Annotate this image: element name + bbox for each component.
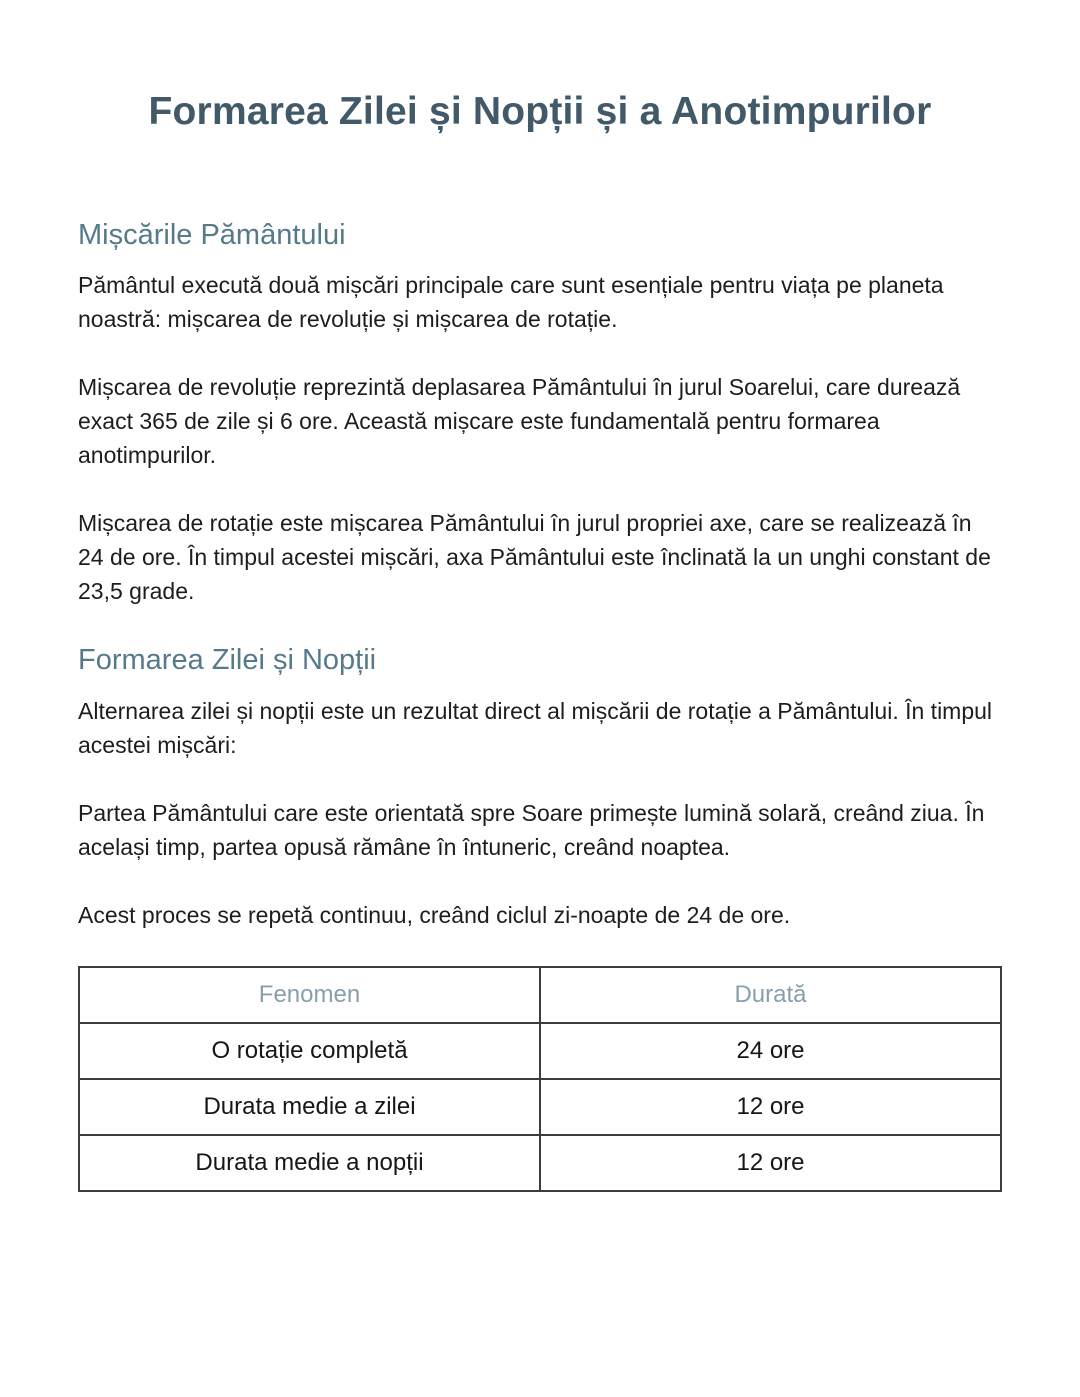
table-row [79,1023,1001,1079]
phenomenon-duration-table [78,966,1002,1192]
paragraph: Mișcarea de rotație este mișcarea Pământului în jurul propriei axe, care se realizează în 24 de ore. În timpul acestei mișcări, axa Pământului este înclinată la un unghi constant de 23,5 grade. [78,510,991,605]
paragraph: Partea Pământului care este orientată spre Soare primește lumină solară, creând ziua. În același timp, partea opusă rămâne în întuneric, creând noaptea. [78,800,985,861]
section-heading-earth-movements: Mișcările Pământului [78,218,346,251]
table-cell: Durata medie a zilei [79,1079,540,1135]
table-cell: 12 ore [540,1079,1001,1135]
table-cell: 12 ore [540,1135,1001,1191]
table-header-cell-duration: Durată [540,967,1001,1023]
paragraph: Pământul execută două mișcări principale care sunt esențiale pentru viața pe planeta noastră: mișcarea de revoluție și mișcarea de rotație. [78,272,944,333]
table-header-row [79,967,1001,1023]
table-row [79,1079,1001,1135]
table-header-cell-phenomenon: Fenomen [79,967,540,1023]
paragraph: Acest proces se repetă continuu, creând ciclul zi-noapte de 24 de ore. [78,902,791,929]
table-cell: Durata medie a nopții [79,1135,540,1191]
table-row [79,1135,1001,1191]
section-heading-day-night-formation: Formarea Zilei și Nopții [78,644,377,677]
page-title: Formarea Zilei și Nopții și a Anotimpurilor [148,90,932,133]
paragraph: Mișcarea de revoluție reprezintă deplasarea Pământului în jurul Soarelui, care durează exact 365 de zile și 6 ore. Această mișcare este fundamentală pentru formarea anotimpurilor. [78,374,961,469]
table-cell: 24 ore [540,1023,1001,1079]
table-cell: O rotație completă [79,1023,540,1079]
paragraph: Alternarea zilei și nopții este un rezultat direct al mișcării de rotație a Pământului. În timpul acestei mișcări: [78,698,993,759]
